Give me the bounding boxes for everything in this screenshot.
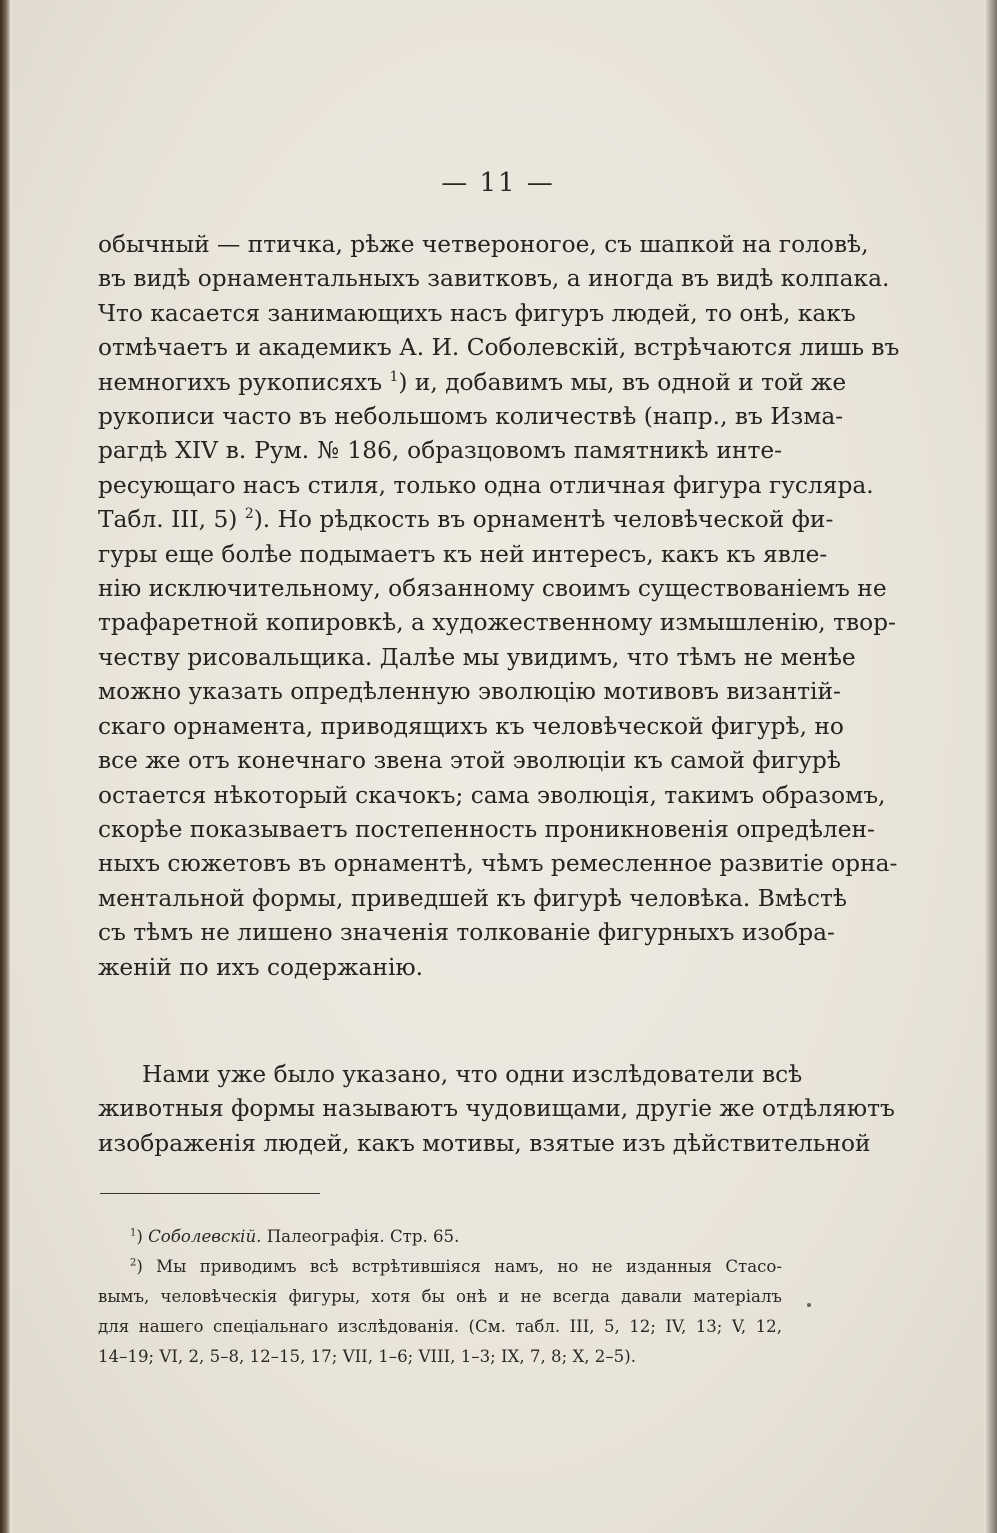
text-line: Что касается занимающихъ насъ фигуръ людей, то онѣ, какъ (98, 299, 856, 327)
text-line: Нами уже было указано, что одни изслѣдователи всѣ (142, 1061, 803, 1088)
footnotes (98, 1222, 782, 1372)
text-line: ресующаго насъ стиля, только одна отличная фигура гусляра. (98, 471, 874, 499)
text-line: женій по ихъ содержанію. (98, 953, 424, 981)
text-line: обычный — птичка, рѣже четвероногое, съ шапкой на головѣ, (98, 231, 869, 258)
paragraph-1 (98, 228, 900, 985)
text-line: остается нѣкоторый скачокъ; сама эволюція, такимъ образомъ, (98, 781, 886, 809)
footnote-2-line: вымъ, человѣческія фигуры, хотя бы онѣ и не всегда давали матеріалъ (98, 1287, 782, 1306)
footnote-2-line: 14–19; VI, 2, 5–8, 12–15, 17; VII, 1–6; VIII, 1–3; IX, 7, 8; X, 2–5). (98, 1347, 636, 1366)
text-line (98, 503, 834, 537)
page-number: — 11 — (441, 168, 555, 198)
paper-speck (807, 1303, 811, 1307)
text-line: нію исключительному, обязанному своимъ существованіемъ не (98, 575, 887, 603)
text-line: съ тѣмъ не лишено значенія толкованіе фигурныхъ изобра- (98, 919, 835, 947)
book-page (12, 0, 984, 1533)
text-line: все же отъ конечнаго звена этой эволюціи къ самой фигурѣ (98, 747, 841, 775)
footnote-ref-1: 1 (389, 368, 399, 385)
text-line: можно указать опредѣленную эволюцію мотивовъ византій- (98, 678, 841, 706)
paragraph-2 (98, 1058, 895, 1161)
text-fragment: ). Но рѣдкость въ орнаментѣ человѣческой фи- (253, 506, 834, 534)
footnote-ref-2: 2 (244, 506, 254, 523)
text-line (98, 366, 847, 400)
text-line: скаго орнамента, приводящихъ къ человѣческой фигурѣ, но (98, 712, 844, 740)
text-line: скорѣе показываетъ постепенность проникновенія опредѣлен- (98, 815, 875, 843)
text-line: въ видѣ орнаментальныхъ завитковъ, а иногда въ видѣ колпака. (98, 265, 890, 293)
page-edge-right (985, 0, 997, 1533)
footnote-mark: 1 (130, 1227, 137, 1239)
text-line: честву рисовальщика. Далѣе мы увидимъ, что тѣмъ не менѣе (98, 643, 856, 671)
footnote-2-line (98, 1252, 782, 1282)
page-edge-left (0, 0, 10, 1533)
text-line: отмѣчаетъ и академикъ А. И. Соболевскій, встрѣчаются лишь въ (98, 334, 900, 362)
footnote-author: Соболевскій. (148, 1227, 262, 1246)
text-fragment: ) и, добавимъ мы, въ одной и той же (398, 368, 847, 396)
text-line: трафаретной копировкѣ, а художественному измышленію, твор- (98, 609, 896, 637)
footnote-separator (100, 1193, 320, 1194)
text-line: ныхъ сюжетовъ въ орнаментѣ, чѣмъ ремесленное развитіе орна- (98, 850, 898, 878)
footnote-1: $^1$) Соболевскій. Палеографія. Стр. 65. (130, 1227, 460, 1246)
footnote-text: ) Мы приводимъ всѣ встрѣтившіяся намъ, но не изданныя Стасо- (136, 1257, 782, 1276)
footnote-2-line: для нашего спеціальнаго изслѣдованія. (См. табл. III, 5, 12; IV, 13; V, 12, (98, 1317, 782, 1336)
text-line: ментальной формы, приведшей къ фигурѣ человѣка. Вмѣстѣ (98, 884, 847, 912)
text-line: рагдѣ XIV в. Рум. № 186, образцовомъ памятникѣ инте- (98, 437, 782, 465)
text-line: гуры еще болѣе подымаетъ къ ней интересъ, какъ къ явле- (98, 540, 828, 568)
text-fragment: немногихъ рукописяхъ (98, 368, 383, 396)
footnote-mark: 2 (130, 1257, 137, 1269)
text-line: изображенія людей, какъ мотивы, взятые изъ дѣйствительной (98, 1129, 871, 1157)
footnote-text: Палеографія. Стр. 65. (266, 1227, 460, 1246)
text-fragment: Табл. III, 5) (98, 506, 238, 534)
text-line: рукописи часто въ небольшомъ количествѣ (напр., въ Изма- (98, 403, 844, 431)
text-line: животныя формы называютъ чудовищами, другіе же отдѣляютъ (98, 1095, 895, 1123)
